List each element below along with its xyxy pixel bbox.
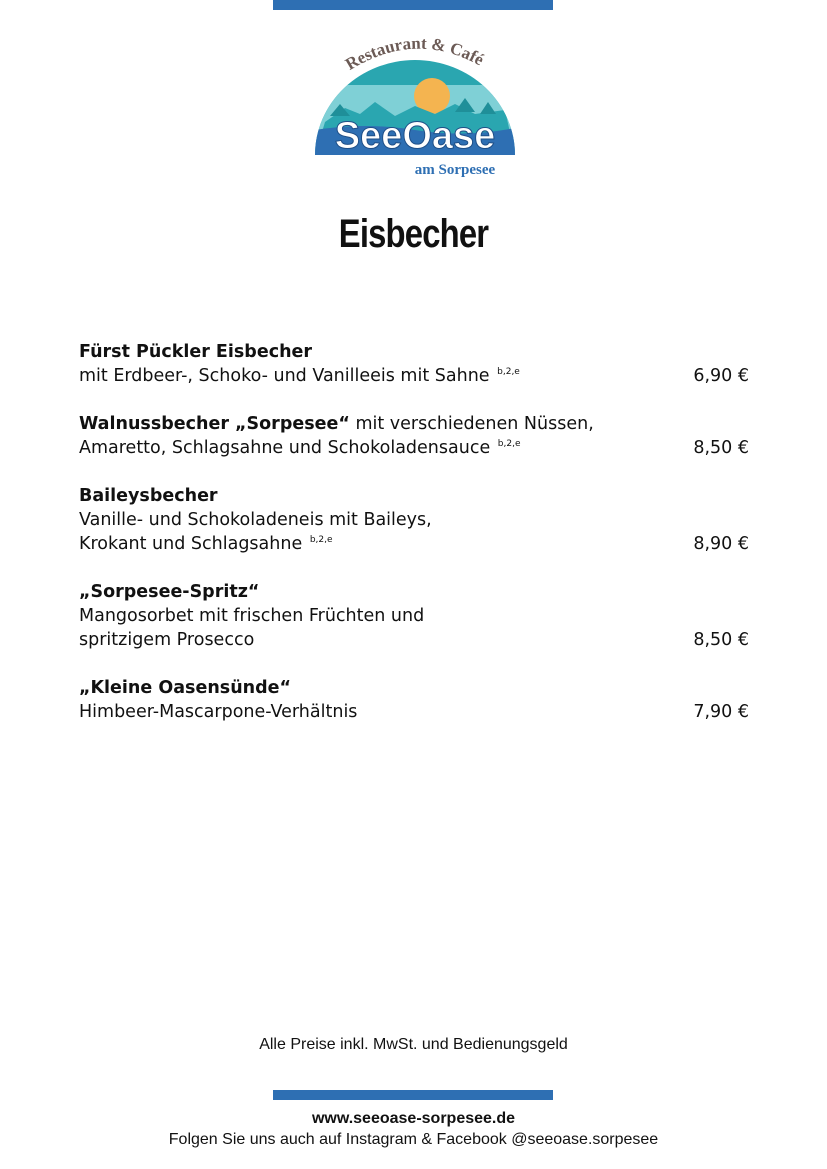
menu-item-description-text: Himbeer-Mascarpone-Verhältnis: [79, 702, 358, 722]
menu-item-description-text: mit Erdbeer-, Schoko- und Vanilleeis mit Sahne: [79, 366, 490, 386]
menu-item-name: „Kleine Oasensünde“: [79, 678, 292, 698]
menu-item-heading: [79, 340, 749, 364]
menu-item: [79, 580, 749, 652]
menu-item-name: Walnussbecher „Sorpesee“: [79, 414, 350, 434]
menu-item-description: [79, 604, 749, 628]
menu-item-description: [79, 532, 749, 556]
menu-item-heading: [79, 484, 749, 508]
logo-name: SeeOase: [334, 115, 496, 157]
menu-item-description-text: spritzigem Prosecco: [79, 630, 255, 650]
logo-subname: am Sorpesee: [414, 162, 496, 178]
menu-item-description: [79, 508, 749, 532]
menu-item-name: „Sorpesee-Spritz“: [79, 582, 260, 602]
menu-list: [79, 340, 749, 748]
menu-item-name: Fürst Pückler Eisbecher: [79, 342, 313, 362]
menu-item-heading: [79, 580, 749, 604]
bottom-accent-bar: [273, 1090, 553, 1100]
menu-item-price: 8,90 €: [693, 534, 749, 554]
menu-item: [79, 412, 749, 460]
menu-item-description: [79, 628, 749, 652]
allergen-note: b,2,e: [497, 439, 521, 449]
menu-item-price: 8,50 €: [693, 630, 749, 650]
menu-item-heading: [79, 412, 749, 436]
logo-tagline: Restaurant & Café: [342, 33, 488, 74]
menu-item-name: Baileysbecher: [79, 486, 218, 506]
allergen-note: b,2,e: [497, 367, 520, 377]
menu-item-description-text: Mangosorbet mit frischen Früchten und: [79, 606, 425, 626]
menu-item-price: 7,90 €: [693, 702, 749, 722]
menu-item-name-rest: mit verschiedenen Nüssen,: [349, 414, 594, 434]
menu-item-description: [79, 700, 749, 724]
menu-item: [79, 484, 749, 556]
menu-item-heading: [79, 676, 749, 700]
menu-item-description-text: Amaretto, Schlagsahne und Schokoladensauce: [79, 438, 491, 458]
price-note: Alle Preise inkl. MwSt. und Bedienungsgeld: [259, 1036, 568, 1053]
restaurant-logo: [305, 30, 525, 190]
allergen-note: b,2,e: [309, 535, 333, 545]
menu-item-description-text: Vanille- und Schokoladeneis mit Baileys,: [79, 510, 432, 530]
website-link[interactable]: www.seeoase-sorpesee.de: [311, 1110, 516, 1127]
menu-item-description: [79, 436, 749, 460]
menu-item-price: 8,50 €: [693, 438, 749, 458]
menu-item: [79, 340, 749, 388]
menu-item-description-text: Krokant und Schlagsahne: [79, 534, 303, 554]
menu-item: [79, 676, 749, 724]
page-title: Eisbecher: [338, 212, 489, 256]
top-accent-bar: [273, 0, 553, 10]
menu-item-price: 6,90 €: [693, 366, 749, 386]
menu-item-description: [79, 364, 749, 388]
social-note: Folgen Sie uns auch auf Instagram & Facebook @seeoase.sorpesee: [168, 1131, 659, 1148]
